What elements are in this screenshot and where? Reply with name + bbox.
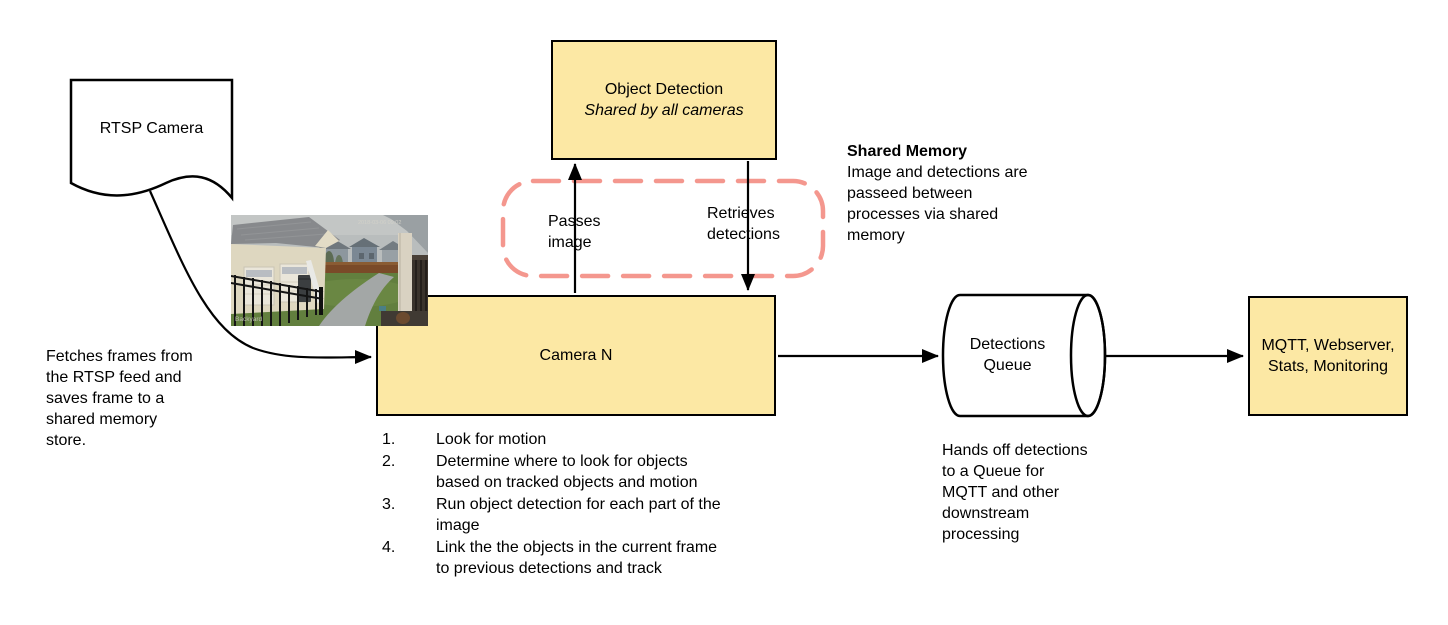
shared-memory-annotation-title: Shared Memory bbox=[847, 143, 968, 160]
step-1: 1. Look for motion bbox=[382, 431, 547, 448]
object-detection-title: Object Detection bbox=[604, 81, 724, 98]
outputs-label-line1: MQTT, Webserver, bbox=[1261, 337, 1395, 354]
snapshot-timestamp: 2018-03-06 09:02 bbox=[358, 220, 402, 226]
rtsp-camera-document-shape bbox=[71, 80, 232, 198]
snapshot-watermark: Backyard bbox=[235, 316, 263, 323]
step-3-continued: image bbox=[436, 517, 480, 534]
camera-n-label: Camera N bbox=[539, 347, 613, 364]
rtsp-camera-label: RTSP Camera bbox=[99, 120, 204, 137]
outputs-label-line2: Stats, Monitoring bbox=[1267, 358, 1389, 375]
detections-queue-label: Detections Queue bbox=[969, 336, 1046, 374]
step-4: 4. Link the the objects in the current frame bbox=[382, 538, 718, 556]
camera-processing-steps bbox=[382, 429, 721, 580]
passes-image-edge-label: Passes image bbox=[548, 213, 601, 251]
object-detection-subtitle: Shared by all cameras bbox=[584, 102, 744, 119]
step-4-continued: to previous detections and track bbox=[436, 560, 662, 577]
shared-memory-annotation: Shared Memory Image and detections are passeed between processes via shared memory bbox=[847, 143, 1028, 244]
hands-off-annotation: Hands off detections to a Queue for MQTT and other downstream processing bbox=[942, 442, 1088, 543]
fetches-annotation: Fetches frames from the RTSP feed and saves frame to a shared memory store. bbox=[46, 348, 193, 449]
step-3: 3. Run object detection for each part of the bbox=[382, 495, 721, 513]
retrieves-detections-edge-label: Retrieves detections bbox=[707, 205, 780, 243]
step-2: 2. Determine where to look for objects bbox=[382, 452, 688, 470]
arrow-rtsp-to-camera bbox=[150, 191, 371, 358]
step-2-continued: based on tracked objects and motion bbox=[436, 474, 698, 491]
